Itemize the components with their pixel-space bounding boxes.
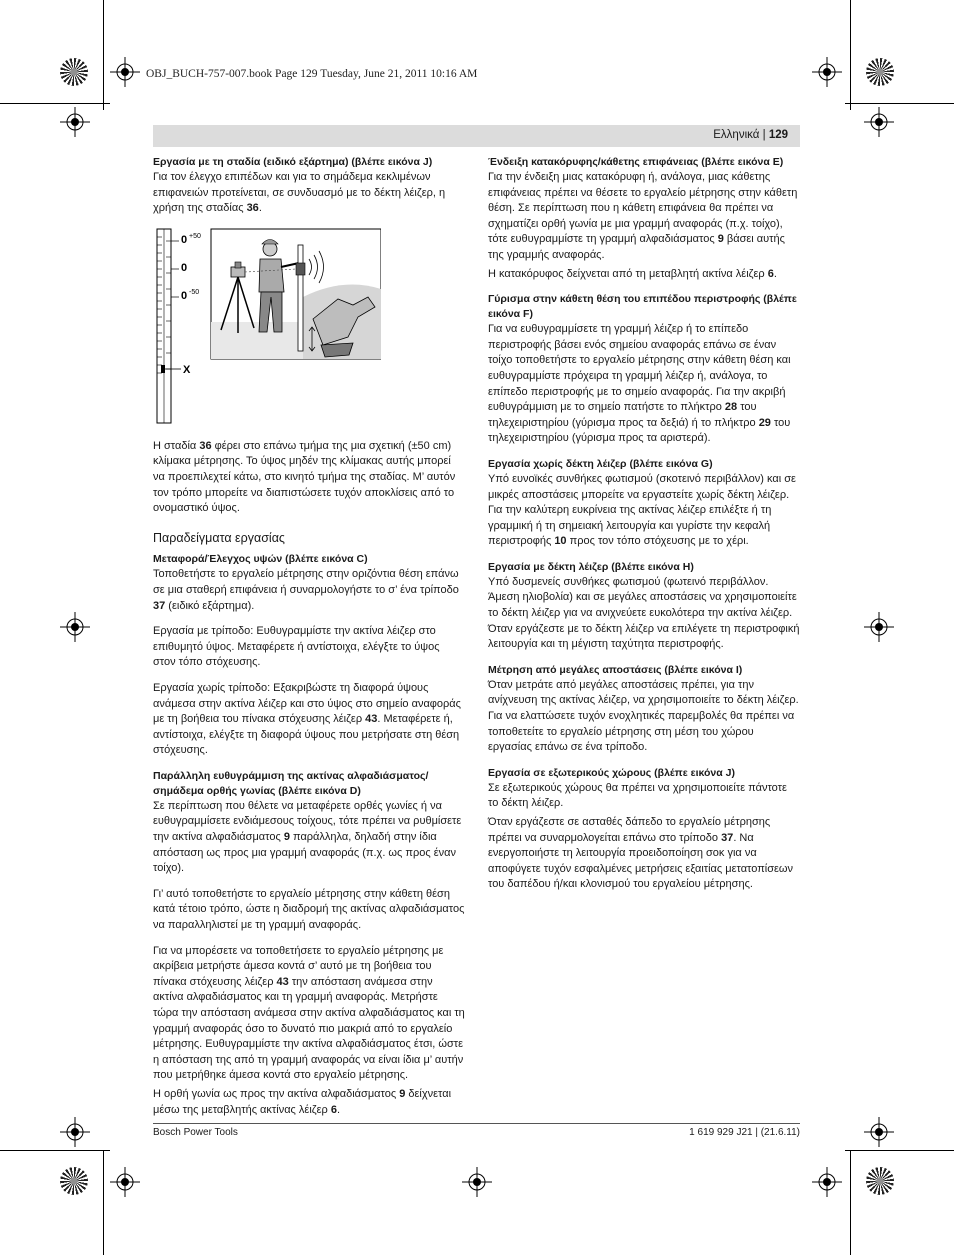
registration-mark-icon bbox=[60, 1117, 90, 1147]
section-title: Εργασία χωρίς δέκτη λέιζερ (βλέπε εικόνα G) bbox=[488, 457, 713, 470]
paragraph: Γι’ αυτό τοποθετήστε το εργαλείο μέτρησης στην κάθετη θέση κατά τέτοιο τρόπο, ώστε η διαδρομή της ακτίνας αλφαδιάσματος να παραλληλιστεί με τη γραμμή αναφοράς. bbox=[153, 887, 465, 932]
scale-plus-50: +50 bbox=[189, 232, 201, 240]
page-number: 129 bbox=[768, 129, 788, 141]
registration-mark-icon bbox=[812, 1167, 842, 1197]
paragraph: Υπό δυσμενείς συνθήκες φωτισμού (φωτεινό περιβάλλον. Άμεση ηλιοβολία) και σε μεγάλες αποστάσεις να χρησιμοποιείτε το δέκτη λέιζερ για να ανιχνεύετε ευκολότερα την ακτίνα λέιζερ. Όταν εργάζεστε με το δέκτη λέιζερ να επιλέγετε τη περιστροφική λειτουργία και τη μέγιστη ταχύτητα περιστροφής. bbox=[488, 575, 800, 651]
header-language: Ελληνικά bbox=[713, 129, 760, 141]
registration-mark-icon bbox=[462, 1167, 492, 1197]
color-target-icon bbox=[60, 58, 88, 86]
crop-mark bbox=[845, 1150, 954, 1151]
crop-mark bbox=[103, 1150, 104, 1255]
registration-mark-icon bbox=[60, 612, 90, 642]
paragraph: Τοποθετήστε το εργαλείο μέτρησης στην οριζόντια θέση επάνω σε μια σταθερή επιφάνεια ή συναρμολογήστε το σ’ ένα τρίποδο 37 (ειδικό εξάρτημα). bbox=[153, 568, 459, 612]
left-column bbox=[153, 155, 465, 1121]
registration-mark-icon bbox=[60, 107, 90, 137]
crop-mark bbox=[845, 103, 954, 104]
section-title: Εργασία με τη σταδία (ειδικό εξάρτημα) (βλέπε εικόνα J) bbox=[153, 156, 433, 168]
paragraph: Όταν εργάζεστε σε ασταθές δάπεδο το εργαλείο μέτρησης πρέπει να συναρμολογείται επάνω στο τρίποδο 37. Να ενεργοποιήστε τη λειτουργία προειδοποίηση σοκ για να αποφύγετε τυχόν εσφαλμένες μετρήσεις εξαιτίας μετατοπίσεων του δαπέδου ή/και κλονισμού του εργαλείου μέτρησης. bbox=[488, 816, 794, 891]
paragraph: Υπό ευνοϊκές συνθήκες φωτισμού (σκοτεινό περιβάλλον) και σε μικρές αποστάσεις μπορείτε να εργαστείτε χωρίς δέκτη λέιζερ. Για την καλύτερη ευκρίνεια της ακτίνας λέιζερ επιλέξτε ή τη γραμμική ή τη σημειακή λειτουργία και γυρίστε την κεφαλή περιστροφής 10 προς τον τόπο στόχευσης με το χέρι. bbox=[488, 472, 796, 548]
registration-mark-icon bbox=[812, 57, 842, 87]
paragraph: Εργασία με τρίποδο: Ευθυγραμμίστε την ακτίνα λέιζερ στο επιθυμητό ύψος. Μεταφέρετε ή αντίστοιχα, ελέγξτε το ύψος στον τόπο στόχευσης. bbox=[153, 625, 440, 669]
paragraph: Για να ευθυγραμμίσετε τη γραμμή λέιζερ ή το επίπεδο περιστροφής βάσει ενός σημείου αναφοράς επάνω σε έναν τοίχο τοποθετήστε το εργαλείο μέτρησης στην κάθετη θέση και ευθυγραμμίστε πρόχειρα τη γραμμή λέιζερ ή, ανάλογα, το επίπεδο περιστροφής με το σημείο αναφοράς. Για την ακριβή ευθυγράμμιση με το σημείο πατήστε το πλήκτρο 28 του τηλεχειριστηρίου (γύρισμα προς τα δεξιά) ή το πλήκτρο 29 του τηλεχειριστηρίου (γύρισμα προς τα αριστερά). bbox=[488, 323, 791, 445]
paragraph: Η κατακόρυφος δείχνεται από τη μεταβλητή ακτίνα λέιζερ 6. bbox=[488, 267, 777, 280]
section-title: Γύρισμα στην κάθετη θέση του επιπέδου περιστροφής (βλέπε εικόνα F) bbox=[488, 293, 797, 321]
scale-minus-50: -50 bbox=[189, 288, 200, 296]
paragraph: Σε εξωτερικούς χώρους θα πρέπει να χρησιμοποιείτε πάντοτε το δέκτη λέιζερ. bbox=[488, 781, 787, 810]
paragraph: Για την ένδειξη μιας κατακόρυφη ή, ανάλογα, μιας κάθετης επιφάνειας πρέπει να θέσετε το εργαλείο μέτρησης στην κάθετη θέση. Σε περίπτωση που η κάθετη επιφάνεια θα πρέπει να σχηματίζει ορθή γωνία με μια γραμμή αναφοράς (π.χ. τοίχο), τότε ευθυγραμμίστε τη γραμμή αλφαδιάσματος 9 βάσει αυτής της γραμμής αναφοράς. bbox=[488, 171, 798, 261]
page-header bbox=[153, 125, 800, 147]
section-heading: Παραδείγματα εργασίας bbox=[153, 530, 285, 545]
scale-marker-x: X bbox=[183, 363, 191, 376]
section-title: Μεταφορά/Έλεγχος υψών (βλέπε εικόνα C) bbox=[153, 553, 368, 566]
registration-mark-icon bbox=[110, 1167, 140, 1197]
paragraph: Η σταδία 36 φέρει στο επάνω τμήμα της μια σχετική (±50 cm) κλίμακα μέτρησης. Το ύψος μηδέν της κλίμακας αυτής μπορεί να προεπιλεχτεί κάτω, στο κινητό τμήμα της σταδίας. Μ’ αυτόν τον τρόπο μπορείτε να διαπιστώσετε τυχόν αποκλίσεις από το ονομαστικό ύψος. bbox=[153, 439, 456, 515]
scale-zero-low: 0 bbox=[181, 289, 188, 302]
paragraph: Για τον έλεγχο επιπέδων και για το σημάδεμα κεκλιμένων επιφανειών προτείνεται, σε συνδυασμό με το δέκτη λέιζερ, η χρήση της σταδίας 36. bbox=[153, 171, 446, 215]
measurement-illustration bbox=[153, 227, 381, 427]
crop-mark bbox=[0, 1150, 110, 1151]
paragraph: Η ορθή γωνία ως προς την ακτίνα αλφαδιάσματος 9 δείχνεται μέσω της μεταβλητής ακτίνας λέιζερ 6. bbox=[153, 1087, 452, 1116]
scale-zero-top: 0 bbox=[181, 233, 188, 246]
header-separator: | bbox=[762, 129, 766, 141]
footer-rule bbox=[153, 1123, 800, 1124]
color-target-icon bbox=[866, 1167, 894, 1195]
crop-mark bbox=[103, 0, 104, 110]
section-title: Εργασία με δέκτη λέιζερ (βλέπε εικόνα H) bbox=[488, 560, 694, 573]
section-title: Μέτρηση από μεγάλες αποστάσεις (βλέπε εικόνα I) bbox=[488, 663, 743, 676]
registration-mark-icon bbox=[864, 612, 894, 642]
paragraph: Όταν μετράτε από μεγάλες αποστάσεις πρέπει, για την ανίχνευση της ακτίνας λέιζερ, να χρησιμοποιείτε το δέκτη λέιζερ. Για να ελαττώσετε τυχόν ενοχλητικές παρεμβολές θα πρέπει να τοποθετείτε το εργαλείο μέτρησης στη μέση του χώρου εργασίας επάνω σε ένα τρίποδο. bbox=[488, 678, 799, 754]
paragraph: Για να μπορέσετε να τοποθετήσετε το εργαλείο μέτρησης με ακρίβεια μετρήστε άμεσα κοντά σ’ αυτό με τη βοήθεια του πίνακα στόχευσης λέιζερ 43 την απόσταση ανάμεσα στην ακτίνα αλφαδιάσματος και τη γραμμή αναφοράς. Μετρήστε τώρα την απόσταση ανάμεσα στην ακτίνα αλφαδιάσματος και τη γραμμή αναφοράς όσο το δυνατό πιο μακριά από το εργαλείο μέτρησης. Ευθυγραμμίστε την ακτίνα αλφαδιάσματος έτσι, ώστε η απόσταση της από τη γραμμή αναφοράς να είναι ίδια μ’ αυτήν που μετρήθηκε άμεσα κοντά στο εργαλείο μέτρησης. bbox=[153, 944, 465, 1082]
registration-mark-icon bbox=[110, 57, 140, 87]
right-column bbox=[488, 155, 800, 896]
footer-doc-code: 1 619 929 J21 | (21.6.11) bbox=[689, 1127, 800, 1138]
scale-zero-mid: 0 bbox=[181, 261, 188, 274]
print-slug: OBJ_BUCH-757-007.book Page 129 Tuesday, June 21, 2011 10:16 AM bbox=[146, 68, 478, 80]
section-title: Εργασία σε εξωτερικούς χώρους (βλέπε εικόνα J) bbox=[488, 766, 735, 779]
crop-mark bbox=[0, 103, 110, 104]
footer-publisher: Bosch Power Tools bbox=[153, 1127, 238, 1138]
section-title: Ένδειξη κατακόρυφης/κάθετης επιφάνειας (βλέπε εικόνα E) bbox=[488, 156, 784, 168]
registration-mark-icon bbox=[864, 1117, 894, 1147]
paragraph: Εργασία χωρίς τρίποδο: Εξακριβώστε τη διαφορά ύψους ανάμεσα στην ακτίνα λέιζερ και στο ύψος στο σημείο αναφοράς με τη βοήθεια του πίνακα στόχευσης λέιζερ 43. Μεταφέρετε ή, αντίστοιχα, ελέγξτε τη διαφορά ύψους που μετρήσατε στη θέση στόχευσης. bbox=[153, 681, 461, 757]
color-target-icon bbox=[60, 1167, 88, 1195]
color-target-icon bbox=[866, 58, 894, 86]
registration-mark-icon bbox=[864, 107, 894, 137]
crop-mark bbox=[850, 0, 851, 110]
crop-mark bbox=[850, 1150, 851, 1255]
section-title: Παράλληλη ευθυγράμμιση της ακτίνας αλφαδιάσματος/σημάδεμα ορθής γωνίας (βλέπε εικόνα D) bbox=[153, 769, 429, 797]
figure-leveling-staff bbox=[153, 227, 381, 427]
paragraph: Σε περίπτωση που θέλετε να μεταφέρετε ορθές γωνίες ή να ευθυγραμμίσετε ενδιάμεσους τοίχους, τότε πρέπει να ρυθμίσετε την ακτίνα αλφαδιάσματος 9 παράλληλα, δηλαδή στην ίδια απόσταση ως προς μια γραμμή αναφοράς (π.χ. ως προς έναν τοίχο). bbox=[153, 799, 462, 875]
